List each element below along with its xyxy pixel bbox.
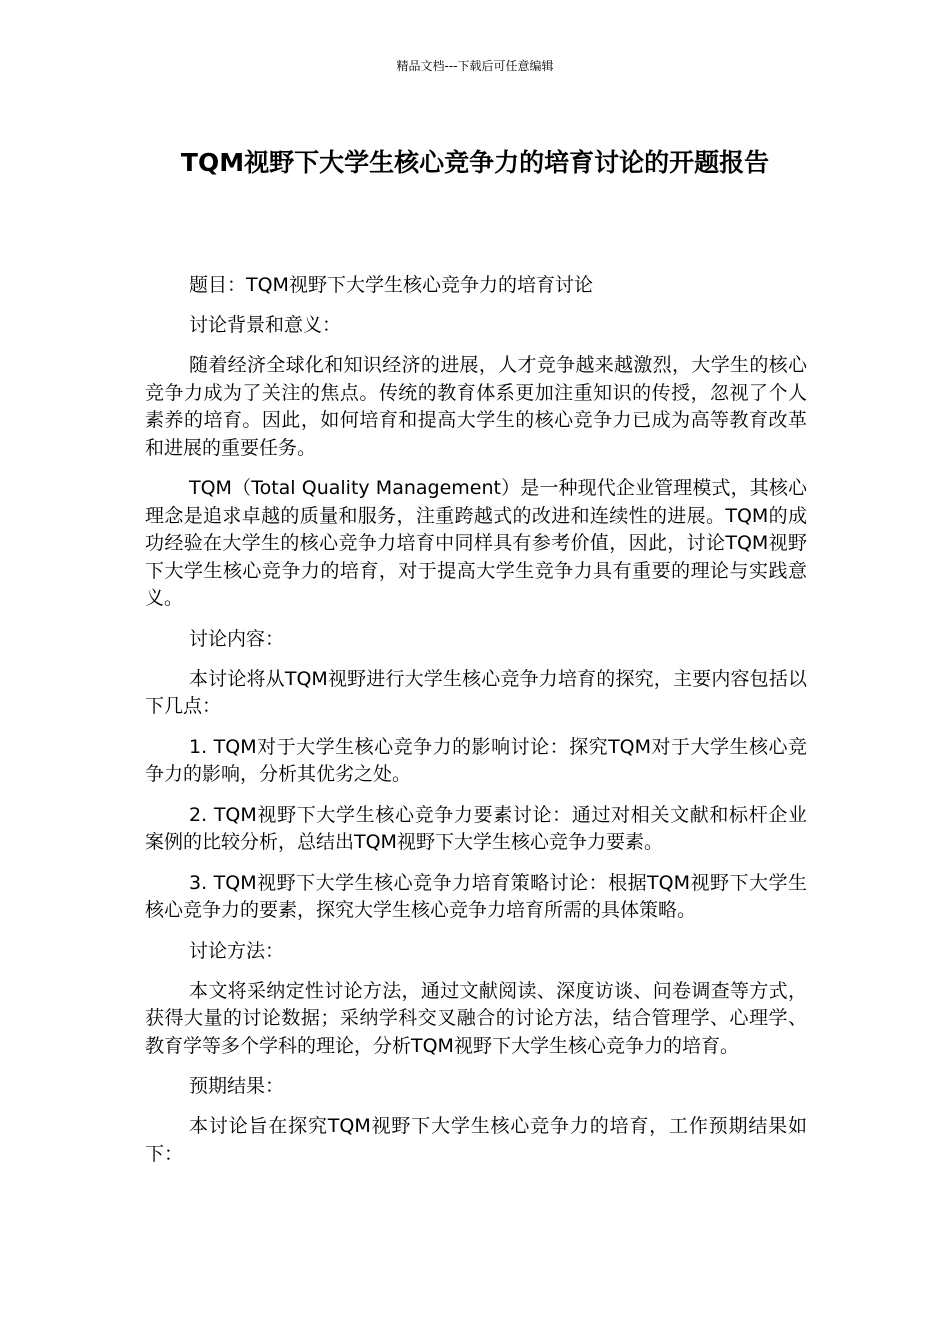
section-heading-content: 讨论内容： <box>189 627 285 650</box>
section-heading-method: 讨论方法： <box>189 939 285 962</box>
content-item-2: 2. TQM视野下大学生核心竞争力要素讨论：通过对相关文献和标杆企业案例的比较分析，总结出TQM视野下大学生核心竞争力要素。 <box>145 803 807 853</box>
content-intro-paragraph: 本讨论将从TQM视野进行大学生核心竞争力培育的探究，主要内容包括以下几点： <box>145 667 807 717</box>
results-paragraph: 本讨论旨在探究TQM视野下大学生核心竞争力的培育，工作预期结果如下： <box>145 1115 807 1165</box>
content-item-3: 3. TQM视野下大学生核心竞争力培育策略讨论：根据TQM视野下大学生核心竞争力的要素，探究大学生核心竞争力培育所需的具体策略。 <box>145 871 807 921</box>
document-body <box>145 272 807 1181</box>
page-header: 精品文档---下载后可任意编辑 <box>396 59 554 73</box>
document-title: TQM视野下大学生核心竞争力的培育讨论的开题报告 <box>180 148 770 177</box>
tqm-paragraph: TQM（Total Quality Management）是一种现代企业管理模式，其核心理念是追求卓越的质量和服务，注重跨越式的改进和连续性的进展。TQM的成功经验在大学生的核心竞争力培育中同样具有参考价值，因此，讨论TQM视野下大学生核心竞争力的培育，对于提高大学生竞争力具有重要的理论与实践意义。 <box>145 477 807 609</box>
topic-line: 题目：TQM视野下大学生核心竞争力的培育讨论 <box>189 274 593 296</box>
background-paragraph: 随着经济全球化和知识经济的进展，人才竞争越来越激烈，大学生的核心竞争力成为了关注的焦点。传统的教育体系更加注重知识的传授，忽视了个人素养的培育。因此，如何培育和提高大学生的核心竞争力已成为高等教育改革和进展的重要任务。 <box>145 354 807 459</box>
section-heading-background: 讨论背景和意义： <box>189 314 342 336</box>
method-paragraph: 本文将采纳定性讨论方法，通过文献阅读、深度访谈、问卷调查等方式，获得大量的讨论数据；采纳学科交叉融合的讨论方法，结合管理学、心理学、教育学等多个学科的理论，分析TQM视野下大学生核心竞争力的培育。 <box>145 979 807 1057</box>
section-heading-results: 预期结果： <box>189 1075 285 1097</box>
content-item-1: 1. TQM对于大学生核心竞争力的影响讨论：探究TQM对于大学生核心竞争力的影响，分析其优劣之处。 <box>145 735 807 785</box>
